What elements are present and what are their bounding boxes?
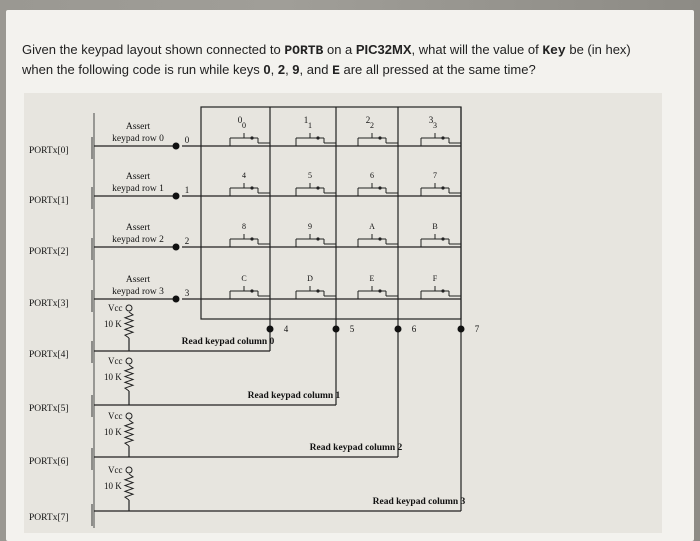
key-label-4: 4 [242, 171, 246, 180]
row-label-1: keypad row 1 [112, 184, 164, 194]
resistor-zigzag-3 [125, 474, 133, 500]
keypad-grid-border [201, 107, 461, 319]
column-number-3: 3 [428, 115, 434, 125]
row-node-2 [173, 244, 180, 251]
switch-contact [441, 136, 444, 139]
row-number-2: 2 [184, 236, 190, 246]
switch-contact [378, 237, 381, 240]
row-number-0: 0 [184, 135, 190, 145]
vcc-label-2: Vcc [108, 411, 123, 421]
vcc-terminal-1 [126, 358, 132, 364]
row-number-1: 1 [184, 185, 190, 195]
key-label-3: 3 [433, 121, 437, 130]
q-pic: PIC32MX [355, 42, 412, 57]
keypad-schematic [24, 93, 662, 533]
switch-contact [378, 186, 381, 189]
column-out-number-3: 7 [474, 324, 480, 334]
key-switch-D [296, 286, 336, 299]
port-label-4: PORTx[4] [29, 350, 69, 360]
row-label-0: keypad row 0 [112, 134, 164, 144]
switch-contact [250, 289, 253, 292]
q-key: Key [542, 43, 566, 58]
column-node-1 [333, 326, 340, 333]
key-label-E: E [369, 274, 375, 283]
switch-contact [316, 237, 319, 240]
key-switch-8 [230, 234, 270, 247]
key-switch-6 [358, 183, 398, 196]
resistor-label-1: 10 K [104, 372, 122, 382]
key-label-C: C [241, 274, 247, 283]
resistor-zigzag-2 [125, 420, 133, 446]
column-node-0 [267, 326, 274, 333]
key-switch-F [421, 286, 461, 299]
assert-label-1: Assert [125, 172, 151, 182]
column-number-2: 2 [365, 115, 371, 125]
port-label-5: PORTx[5] [29, 404, 69, 414]
q-key-2: 2 [277, 62, 286, 77]
read-label-2: Read keypad column 2 [309, 443, 403, 453]
read-label-3: Read keypad column 3 [372, 497, 466, 507]
switch-contact [441, 237, 444, 240]
resistor-zigzag-1 [125, 365, 133, 391]
column-node-2 [395, 326, 402, 333]
key-label-A: A [369, 222, 375, 231]
column-out-number-0: 4 [283, 324, 289, 334]
resistor-label-3: 10 K [104, 481, 122, 491]
q-text-3: , what will the value of [411, 42, 543, 57]
keypad-diagram [24, 93, 662, 533]
key-label-6: 6 [370, 171, 374, 180]
key-label-7: 7 [433, 171, 437, 180]
key-label-1: 1 [308, 121, 312, 130]
key-switch-1 [296, 133, 336, 146]
vcc-terminal-0 [126, 305, 132, 311]
key-label-9: 9 [308, 222, 312, 231]
vcc-terminal-3 [126, 467, 132, 473]
key-label-D: D [307, 274, 313, 283]
column-out-number-1: 5 [349, 324, 355, 334]
key-switch-0 [230, 133, 270, 146]
read-label-0: Read keypad column 0 [181, 337, 275, 347]
key-switch-A [358, 234, 398, 247]
row-number-3: 3 [184, 288, 190, 298]
vcc-label-1: Vcc [108, 356, 123, 366]
key-switch-5 [296, 183, 336, 196]
vcc-terminal-2 [126, 413, 132, 419]
switch-contact [250, 237, 253, 240]
row-node-0 [173, 143, 180, 150]
column-number-1: 1 [303, 115, 309, 125]
question-text [22, 40, 682, 80]
row-node-1 [173, 193, 180, 200]
port-label-3: PORTx[3] [29, 299, 69, 309]
q-key-9: 9 [292, 62, 300, 77]
column-number-0: 0 [237, 115, 243, 125]
vcc-label-3: Vcc [108, 465, 123, 475]
port-label-6: PORTx[6] [29, 457, 69, 467]
column-out-number-2: 6 [411, 324, 417, 334]
q-portb: PORTB [284, 43, 324, 58]
key-switch-E [358, 286, 398, 299]
column-node-3 [458, 326, 465, 333]
key-switch-C [230, 286, 270, 299]
row-label-2: keypad row 2 [112, 235, 164, 245]
assert-label-3: Assert [125, 275, 151, 285]
key-switch-3 [421, 133, 461, 146]
key-label-2: 2 [370, 121, 374, 130]
switch-contact [316, 186, 319, 189]
q-sep-1: , [270, 62, 278, 77]
switch-contact [316, 289, 319, 292]
vcc-label-0: Vcc [108, 303, 123, 313]
resistor-label-0: 10 K [104, 319, 122, 329]
key-switch-7 [421, 183, 461, 196]
key-label-0: 0 [242, 121, 246, 130]
q-key-e: E [332, 63, 340, 78]
q-text-2: on a [323, 42, 356, 57]
key-switch-9 [296, 234, 336, 247]
switch-contact [441, 186, 444, 189]
key-label-5: 5 [308, 171, 312, 180]
key-switch-B [421, 234, 461, 247]
switch-contact [250, 136, 253, 139]
q-key-0: 0 [263, 62, 271, 77]
resistor-label-2: 10 K [104, 427, 122, 437]
row-label-3: keypad row 3 [112, 287, 164, 297]
key-label-8: 8 [242, 222, 246, 231]
key-label-F: F [432, 274, 438, 283]
port-label-7: PORTx[7] [29, 513, 69, 523]
assert-label-2: Assert [125, 223, 151, 233]
row-node-3 [173, 296, 180, 303]
port-label-1: PORTx[1] [29, 196, 69, 206]
switch-contact [250, 186, 253, 189]
read-label-1: Read keypad column 1 [247, 391, 341, 401]
key-label-B: B [432, 222, 438, 231]
key-switch-4 [230, 183, 270, 196]
q-sep-2: , [285, 62, 293, 77]
switch-contact [441, 289, 444, 292]
assert-label-0: Assert [125, 122, 151, 132]
q-text-5: when the following code is run while keys [22, 62, 264, 77]
q-text-1: Given the keypad layout shown connected to [22, 42, 285, 57]
resistor-zigzag-0 [125, 312, 133, 338]
switch-contact [378, 136, 381, 139]
key-switch-2 [358, 133, 398, 146]
q-text-4: be (in hex) [565, 42, 631, 57]
switch-contact [316, 136, 319, 139]
switch-contact [378, 289, 381, 292]
port-label-2: PORTx[2] [29, 247, 69, 257]
q-sep-3: , and [299, 62, 333, 77]
q-text-6: are all pressed at the same time? [339, 62, 536, 77]
port-label-0: PORTx[0] [29, 146, 69, 156]
